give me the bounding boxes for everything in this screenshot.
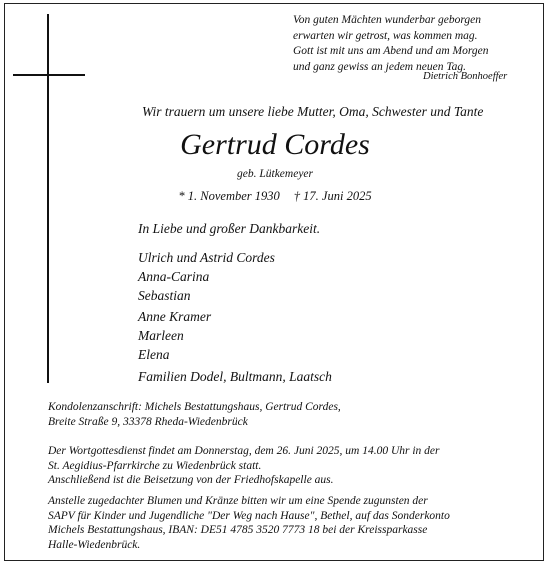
info-line: Halle-Wiedenbrück. <box>48 538 141 551</box>
family-member: Anna-Carina <box>138 269 210 284</box>
family-member: Sebastian <box>138 288 191 303</box>
family-member: Anne Kramer <box>138 309 212 324</box>
maiden-name: geb. Lütkemeyer <box>237 168 313 180</box>
info-line: SAPV für Kinder und Jugendliche "Der Weg nach Hause", Bethel, auf das Sonderkonto <box>48 509 450 522</box>
quote-line: Gott ist mit uns am Abend und am Morgen <box>293 45 489 57</box>
cross-icon-beam <box>13 74 85 76</box>
quote-line: Von guten Mächten wunderbar geborgen <box>293 14 482 26</box>
life-dates <box>0 189 550 204</box>
info-line: Breite Straße 9, 33378 Rheda-Wiedenbrück <box>48 415 248 428</box>
info-line: Michels Bestattungshaus, IBAN: DE51 4785 3520 7773 18 bei der Kreissparkasse <box>48 524 428 536</box>
death-date: † 17. Juni 2025 <box>293 189 372 203</box>
quote-line: erwarten wir getrost, was kommen mag. <box>293 29 478 42</box>
condolence-address <box>48 400 341 429</box>
info-line: Anstelle zugedachter Blumen und Kränze bitten wir um eine Spende zugunsten der <box>48 495 428 507</box>
family-member: Ulrich und Astrid Cordes <box>138 250 275 265</box>
gratitude-line: In Liebe und großer Dankbarkeit. <box>138 221 321 236</box>
family-group-2 <box>138 307 211 364</box>
quote-author: Dietrich Bonhoeffer <box>423 71 508 82</box>
bonhoeffer-quote <box>293 13 489 75</box>
mourning-intro: Wir trauern um unsere liebe Mutter, Oma, Schwester und Tante <box>142 104 484 119</box>
family-member: Marleen <box>138 328 184 343</box>
donation-request <box>48 494 450 552</box>
service-details <box>48 444 440 488</box>
family-member: Elena <box>138 347 170 362</box>
family-group-3: Familien Dodel, Bultmann, Laatsch <box>138 369 332 384</box>
quote-line: und ganz gewiss an jedem neuen Tag. <box>293 60 467 73</box>
info-line: Kondolenzanschrift: Michels Bestattungshaus, Gertrud Cordes, <box>48 401 341 413</box>
family-group-1 <box>138 248 275 305</box>
info-line: St. Aegidius-Pfarrkirche zu Wiedenbrück statt. <box>48 459 262 472</box>
info-line: Anschließend ist die Beisetzung von der Friedhofskapelle aus. <box>48 474 334 486</box>
birth-date: * 1. November 1930 <box>178 189 280 203</box>
info-line: Der Wortgottesdienst findet am Donnerstag, dem 26. Juni 2025, um 14.00 Uhr in der <box>48 445 440 457</box>
deceased-name: Gertrud Cordes <box>180 128 370 161</box>
